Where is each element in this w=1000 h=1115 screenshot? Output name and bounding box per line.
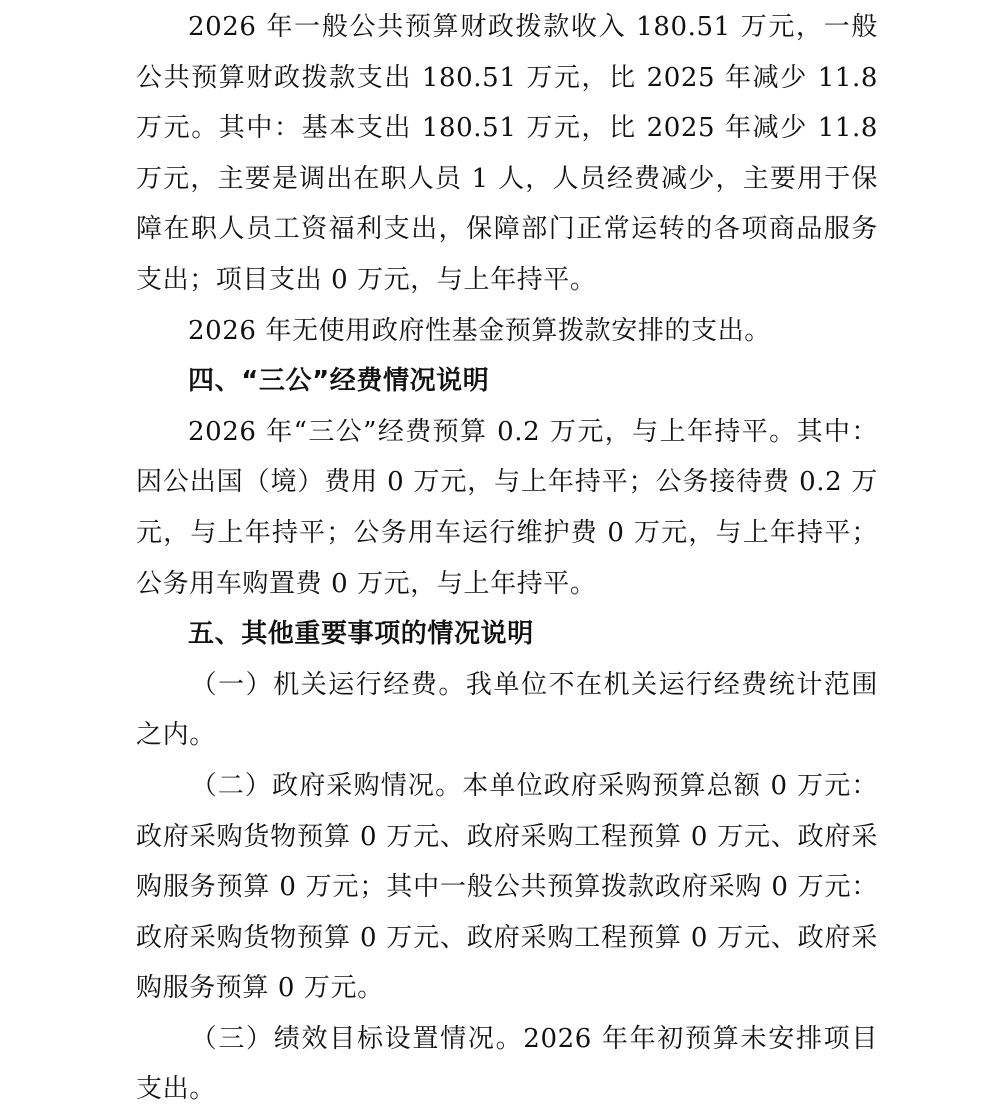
section-heading-other-matters: 五、其他重要事项的情况说明 <box>188 619 534 650</box>
item-procurement: （二）政府采购情况。本单位政府采购预算总额 0 万元：政府采购货物预算 0 万元、政府采购工程预算 0 万元、政府采购服务预算 0 万元；其中一般公共预算拨款政府采购 0 万元：政府采购货物预算 0 万元、政府采购工程预算 0 万元、政府采购服务预算 0 万元。 <box>136 770 878 1004</box>
three-public-paragraph: 2026 年“三公”经费预算 0.2 万元，与上年持平。其中：因公出国（境）费用 0 万元，与上年持平；公务接待费 0.2 万元，与上年持平；公务用车运行维护费 0 万元，与上年持平；公务用车购置费 0 万元，与上年持平。 <box>136 416 878 599</box>
document-page <box>136 2 878 1115</box>
item-performance-goals: （三）绩效目标设置情况。2026 年年初预算未安排项目支出。 <box>136 1023 878 1105</box>
item-operating-expenses: （一）机关运行经费。我单位不在机关运行经费统计范围之内。 <box>136 669 878 751</box>
section-heading-three-public: 四、“三公”经费情况说明 <box>188 366 490 397</box>
fund-paragraph: 2026 年无使用政府性基金预算拨款安排的支出。 <box>188 315 771 346</box>
budget-paragraph: 2026 年一般公共预算财政拨款收入 180.51 万元，一般公共预算财政拨款支出 180.51 万元，比 2025 年减少 11.8 万元。其中：基本支出 180.51 万元，比 2025 年减少 11.8 万元，主要是调出在职人员 1 人，人员经费减少，主要用于保障在职人员工资福利支出，保障部门正常运转的各项商品服务支出；项目支出 0 万元，与上年持平。 <box>136 12 878 295</box>
